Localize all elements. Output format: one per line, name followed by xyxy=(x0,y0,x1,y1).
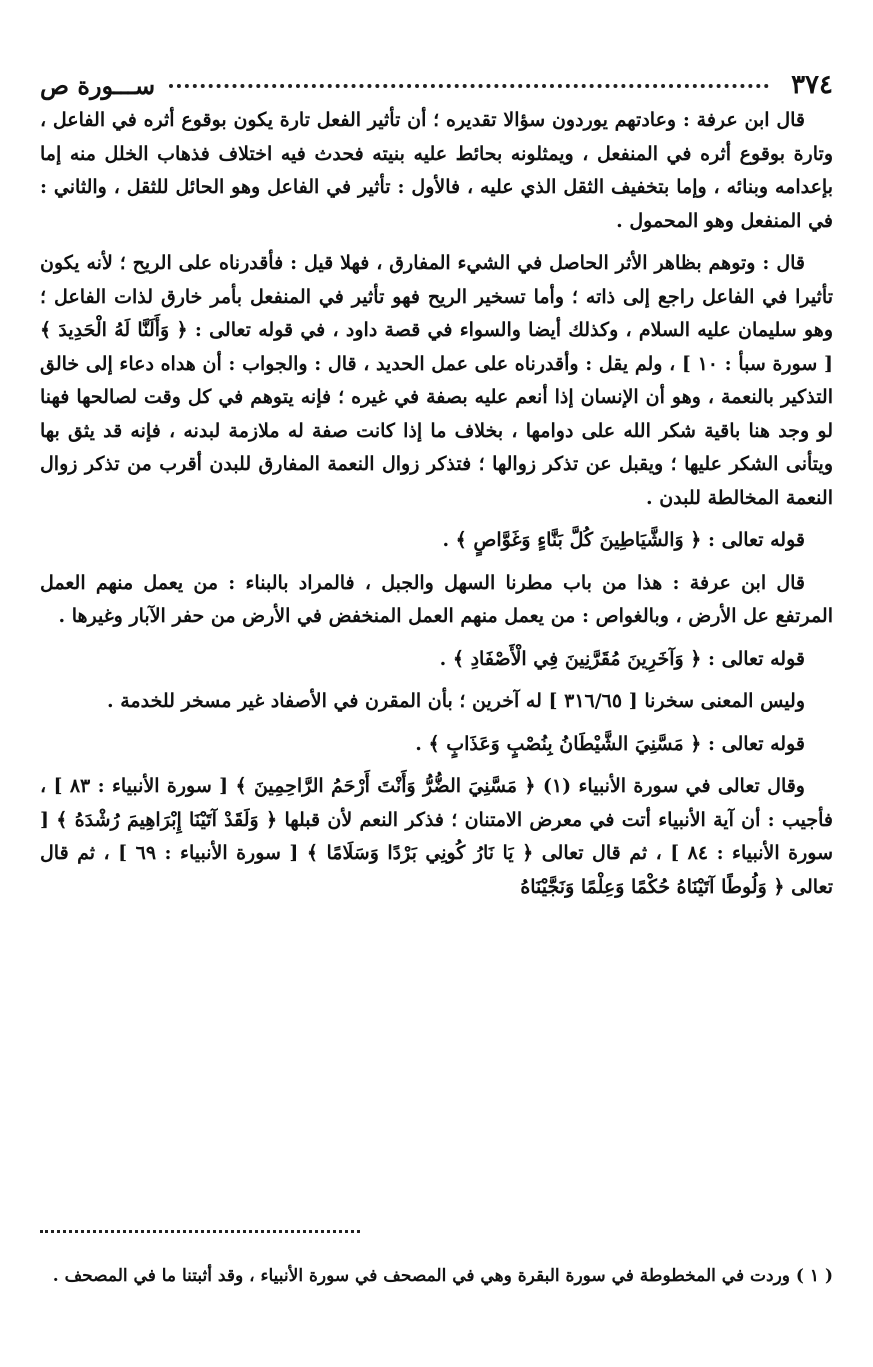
paragraph: قال : وتوهم بظاهر الأثر الحاصل في الشيء المفارق ، فهلا قيل : فأقدرناه على الريح ؛ لأنه يكون تأثيرا في الفاعل راجع إلى ذاته ؛ وأما تسخير الريح فهو تأثير في المنفعل بأمر خارق لذات الفاعل ؛ وهو سليمان عليه السلام ، وكذلك أيضا والسواء في قصة داود ، في قوله تعالى : ﴿ وَأَلَنَّا لَهُ الْحَدِيدَ ﴾ [ سورة سبأ : ١٠ ] ، ولم يقل : وأقدرناه على عمل الحديد ، قال : والجواب : أن هداه دعاء إلى خالق التذكير بالنعمة ، وهو أن الإنسان إذا أنعم عليه بصفة في غيره ؛ فإنه يتوهم في كل وقت لصالحها فهنا لو وجد هنا باقية شكر الله على دوامها ، بخلاف ما إذا كانت صفة له ملازمة لبدنه ، فإنه قد يثق بها ويتأنى الشكر عليها ؛ ويقبل عن تذكر زوالها ؛ فتذكر زوال النعمة المفارق للبدن أقرب من تذكر زوال النعمة المخالطة للبدن . xyxy=(40,252,833,509)
header-dotted-rule xyxy=(169,84,769,88)
surah-title: ســـورة ص xyxy=(40,71,156,100)
paragraph: قوله تعالى : ﴿ وَآخَرِينَ مُقَرَّنِينَ فِي الْأَصْفَادِ ﴾ . xyxy=(439,647,805,670)
paragraph: قال ابن عرفة : هذا من باب مطرنا السهل والجبل ، فالمراد بالبناء : من يعمل منهم العمل المرتفع عل الأرض ، وبالغواص : من يعمل منهم العمل المنخفض في الأرض من حفر الآبار وغيرها . xyxy=(40,571,833,627)
paragraph: قوله تعالى : ﴿ وَالشَّيَاطِينَ كُلَّ بَنَّاءٍ وَغَوَّاصٍ ﴾ . xyxy=(442,529,805,551)
footnote-separator xyxy=(40,1230,360,1233)
page-number: ٣٧٤ xyxy=(791,70,833,100)
paragraph: قوله تعالى : ﴿ مَسَّنِيَ الشَّيْطَانُ بِنُصْبٍ وَعَذَابٍ ﴾ . xyxy=(415,732,805,755)
paragraph: قال ابن عرفة : وعادتهم يوردون سؤالا تقديره ؛ أن تأثير الفعل تارة يكون بوقوع أثره في الفاعل ، وتارة بوقوع أثره في المنفعل ، ويمثلونه بحائط عليه بنيته فحدث فيه اختلاف فذهاب الخلل منه إما بإعدامه وبنائه ، وإما بتخفيف الثقل الذي عليه ، فالأول : تأثير في الفاعل وهو الحائل للثقل ، والثاني : في المنفعل وهو المحمول . xyxy=(40,109,833,232)
footnote: ( ١ ) وردت في المخطوطة في سورة البقرة وهي في المصحف في سورة الأنبياء ، وقد أثبتنا ما في المصحف . xyxy=(52,1266,833,1286)
running-header xyxy=(40,54,833,100)
paragraph: وليس المعنى سخرنا [ ٣١٦/٦٥ ] له آخرين ؛ بأن المقرن في الأصفاد غير مسخر للخدمة . xyxy=(107,690,805,712)
body-text xyxy=(40,104,833,904)
paragraph: وقال تعالى في سورة الأنبياء (١) ﴿ مَسَّنِيَ الضُّرُّ وَأَنْتَ أَرْحَمُ الرَّاحِمِينَ ﴾ [ سورة الأنبياء : ٨٣ ] ، فأجيب : أن آية الأنبياء أتت في معرض الامتنان ؛ فذكر النعم لأن قبلها ﴿ وَلَقَدْ آتَيْنَا إِبْرَاهِيمَ رُشْدَهُ ﴾ [ سورة الأنبياء : ٨٤ ] ، ثم قال تعالى ﴿ يَا نَارُ كُونِي بَرْدًا وَسَلَامًا ﴾ [ سورة الأنبياء : ٦٩ ] ، ثم قال تعالى ﴿ وَلُوطًا آتَيْنَاهُ حُكْمًا وَعِلْمًا وَنَجَّيْنَاهُ xyxy=(40,775,833,898)
page-content xyxy=(40,54,833,913)
